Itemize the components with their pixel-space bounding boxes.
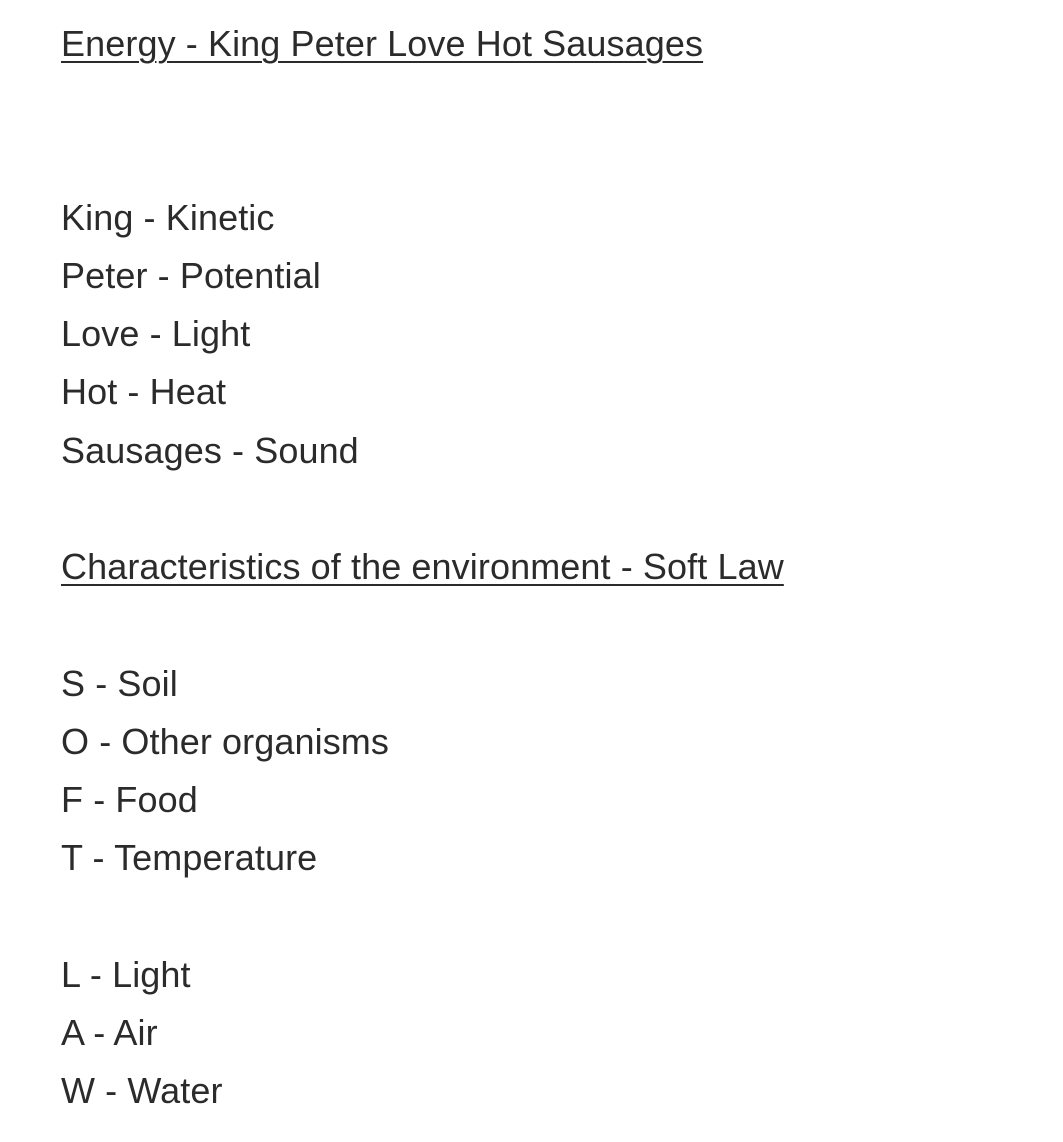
energy-heading: Energy - King Peter Love Hot Sausages <box>61 23 704 64</box>
list-item-potential: Peter - Potential <box>61 255 321 296</box>
list-item-light: Love - Light <box>61 313 251 354</box>
list-item-food: F - Food <box>61 779 198 820</box>
list-item-temperature: T - Temperature <box>61 837 318 878</box>
list-item-soil: S - Soil <box>61 663 178 704</box>
list-item-heat: Hot - Heat <box>61 371 227 412</box>
list-item-light-env: L - Light <box>61 954 191 995</box>
environment-heading: Characteristics of the environment - Soft Law <box>61 546 784 587</box>
document-page <box>61 0 1063 1142</box>
list-item-air: A - Air <box>61 1012 158 1053</box>
list-item-kinetic: King - Kinetic <box>61 197 275 238</box>
list-item-water: W - Water <box>61 1070 223 1111</box>
list-item-other-organisms: O - Other organisms <box>61 721 389 762</box>
list-item-sound: Sausages - Sound <box>61 430 359 471</box>
